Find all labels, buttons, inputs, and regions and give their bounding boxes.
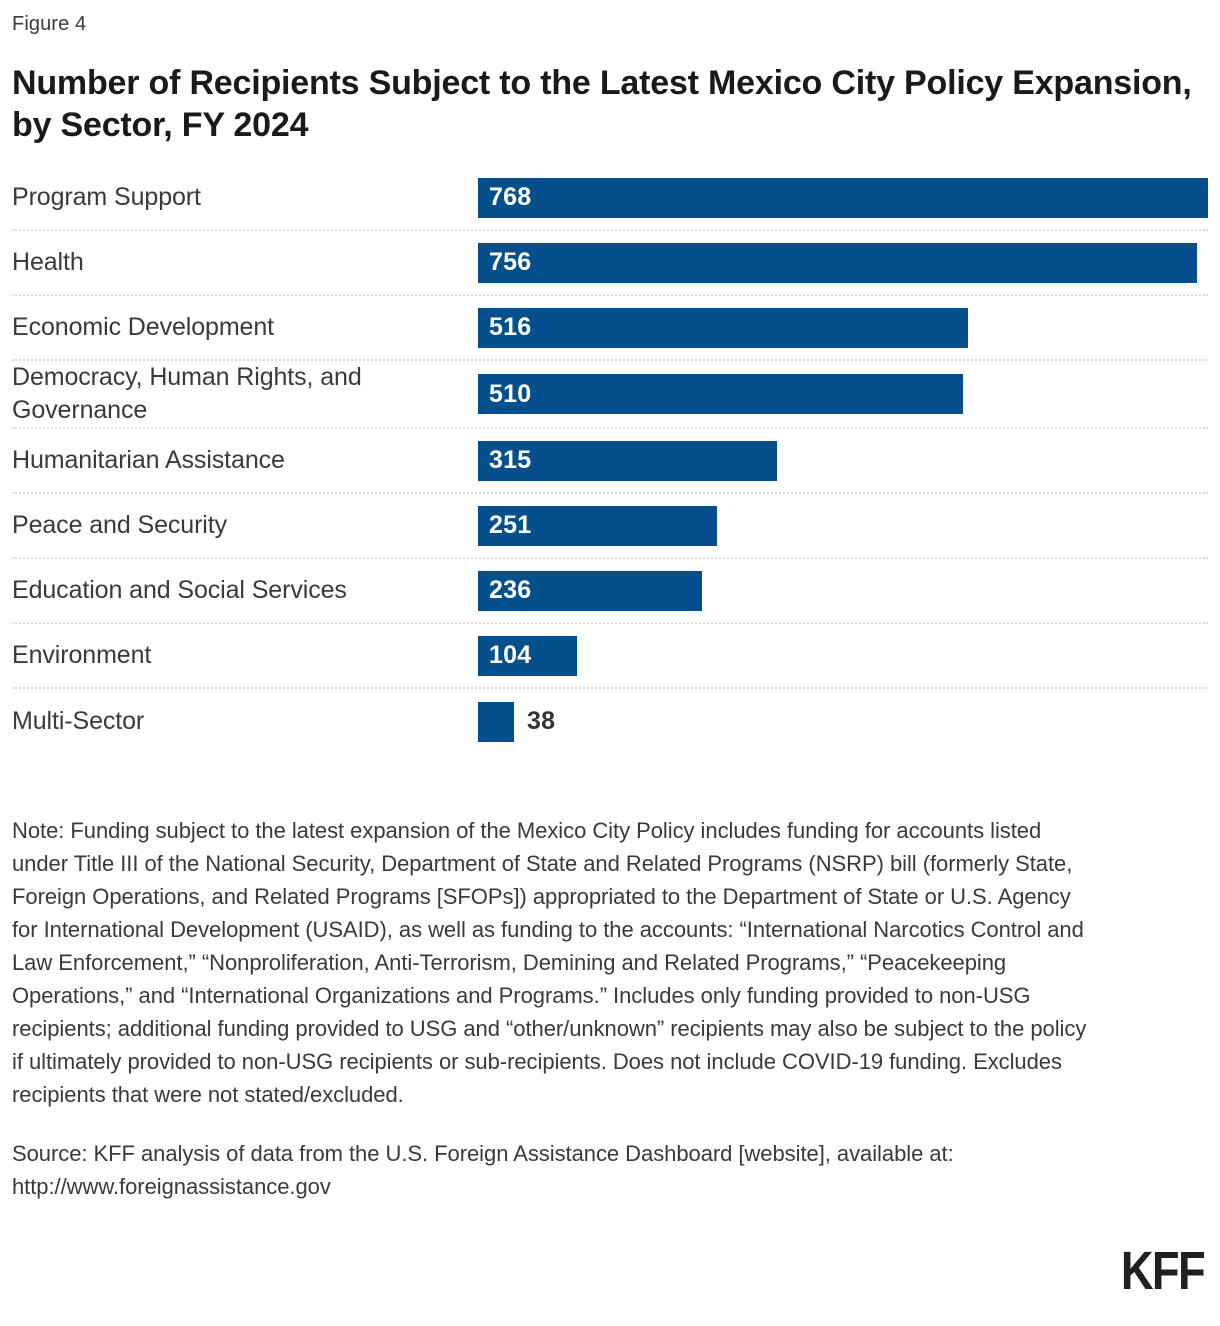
kff-logo: KFF bbox=[1120, 1241, 1204, 1301]
bar-track bbox=[478, 308, 1208, 348]
bar-value-label: 236 bbox=[489, 576, 532, 604]
category-label: Education and Social Services bbox=[12, 576, 347, 604]
chart-source: Source: KFF analysis of data from the U.S. Foreign Assistance Dashboard [website], available at: http://www.foreignassistance.gov bbox=[12, 1141, 954, 1199]
chart-row bbox=[12, 624, 1208, 689]
chart-row bbox=[12, 296, 1208, 361]
bar-track bbox=[478, 374, 1208, 414]
category-label: Environment bbox=[12, 641, 152, 669]
figure-number: Figure 4 bbox=[12, 13, 87, 35]
category-label: Multi-Sector bbox=[12, 707, 145, 735]
bar bbox=[478, 178, 1208, 218]
chart-note: Note: Funding subject to the latest expansion of the Mexico City Policy includes funding for accounts listed under Title III of the National Security, Department of State and Related Programs (NSRP) bill (formerly State, Foreign Operations, and Related Programs [SFOPs]) appropriated to the Department of State or U.S. Agency for International Development (USAID), as well as funding to the accounts: “International Narcotics Control and Law Enforcement,” “Nonproliferation, Anti-Terrorism, Demining and Related Programs,” “Peacekeeping Operations,” and “International Organizations and Programs.” Includes only funding provided to non-USG recipients; additional funding provided to USG and “other/unknown” recipients may also be subject to the policy if ultimately provided to non-USG recipients or sub-recipients. Does not include COVID-19 funding. Excludes recipients that were not stated/excluded. bbox=[12, 818, 1087, 1107]
bar-value-label: 315 bbox=[489, 446, 532, 474]
category-label: Humanitarian Assistance bbox=[12, 446, 285, 474]
bar-value-label: 516 bbox=[489, 313, 532, 341]
bar bbox=[478, 702, 556, 742]
category-label: Peace and Security bbox=[12, 511, 227, 539]
bar bbox=[478, 374, 963, 414]
bar bbox=[478, 636, 577, 676]
bar bbox=[478, 308, 968, 348]
bar-track bbox=[478, 441, 1208, 481]
chart-row bbox=[12, 494, 1208, 559]
bar bbox=[478, 441, 777, 481]
chart-row bbox=[12, 361, 1208, 429]
category-label: Program Support bbox=[12, 183, 201, 211]
page-title: Number of Recipients Subject to the Latest Mexico City Policy Expansion, by Sector, FY 2024 bbox=[12, 64, 1192, 144]
category-label: Economic Development bbox=[12, 313, 275, 341]
chart-row bbox=[12, 429, 1208, 494]
bar-value-label: 104 bbox=[489, 641, 532, 669]
bar-track bbox=[478, 702, 1208, 742]
footnotes bbox=[12, 814, 1102, 1203]
bar-value-label: 510 bbox=[489, 379, 532, 408]
bar-value-label: 768 bbox=[489, 183, 532, 211]
chart-row bbox=[12, 689, 1208, 754]
bar bbox=[478, 571, 702, 611]
category-label: Health bbox=[12, 248, 84, 276]
bar-track bbox=[478, 178, 1208, 218]
bar bbox=[478, 506, 717, 546]
bar-track bbox=[478, 571, 1208, 611]
chart-row bbox=[12, 166, 1208, 231]
chart-row bbox=[12, 231, 1208, 296]
bar-value-label: 756 bbox=[489, 248, 532, 276]
chart-row bbox=[12, 559, 1208, 624]
bar-value-label: 38 bbox=[527, 707, 556, 735]
bar-chart bbox=[12, 166, 1208, 754]
bar-value-label: 251 bbox=[489, 511, 532, 539]
bar-track bbox=[478, 243, 1208, 283]
bar bbox=[478, 243, 1197, 283]
bar-track bbox=[478, 506, 1208, 546]
category-label: Democracy, Human Rights, and Governance bbox=[12, 363, 362, 424]
bar-track bbox=[478, 636, 1208, 676]
